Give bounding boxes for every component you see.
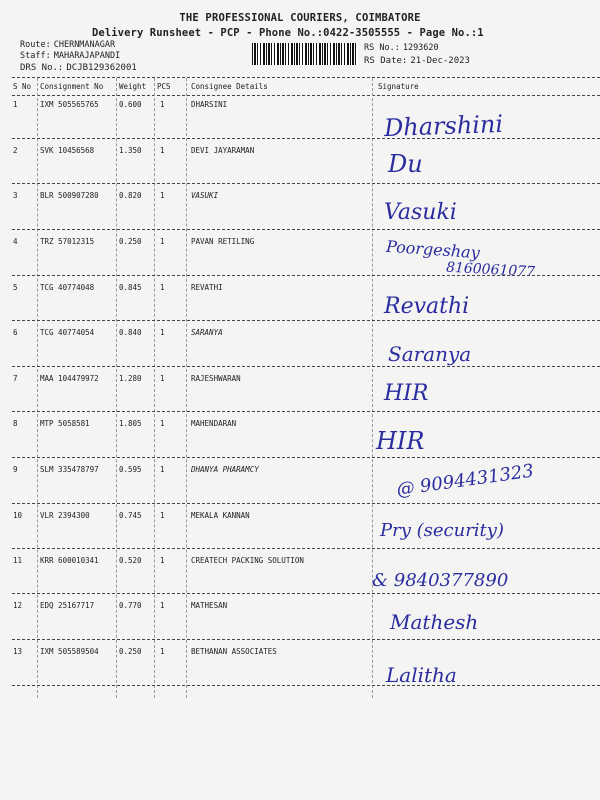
row-weight: 0.250 <box>119 237 142 246</box>
company-title: THE PROFESSIONAL COURIERS, COIMBATORE <box>179 12 421 24</box>
handwritten-signature: Pry (security) <box>380 520 504 541</box>
col-header-pcs: PCS <box>157 82 171 91</box>
handwritten-signature: Lalitha <box>386 663 457 687</box>
row-consignment-no: EDQ 25167717 <box>40 601 95 610</box>
handwritten-signature: Dharshini <box>383 109 504 143</box>
handwritten-signature: Vasuki <box>384 200 457 225</box>
handwritten-signature: HIR <box>384 381 429 406</box>
row-consignee: CREATECH PACKING SOLUTION <box>191 556 304 565</box>
col-header-signature: Signature <box>378 82 419 91</box>
rs-number-field <box>364 43 439 53</box>
row-consignment-no: SLM 335478797 <box>40 465 99 474</box>
handwritten-signature: Poorgeshay <box>385 236 481 263</box>
row-weight: 0.845 <box>119 283 142 292</box>
column-divider <box>154 78 155 698</box>
row-weight: 0.770 <box>119 601 142 610</box>
staff-field <box>20 51 120 61</box>
row-separator <box>12 275 600 276</box>
row-weight: 0.600 <box>119 100 142 109</box>
drs-field <box>20 63 137 73</box>
row-separator <box>12 138 600 139</box>
column-divider <box>372 78 373 698</box>
row-separator <box>12 457 600 458</box>
row-sno: 13 <box>13 647 23 656</box>
handwritten-signature: Du <box>388 150 423 178</box>
row-consignee: REVATHI <box>191 283 223 292</box>
row-separator <box>12 685 600 686</box>
row-consignee: MAHENDARAN <box>191 419 237 428</box>
row-consignee: BETHANAN ASSOCIATES <box>191 647 277 656</box>
row-weight: 1.350 <box>119 146 142 155</box>
row-sno: 9 <box>13 465 18 474</box>
row-consignee: RAJESHWARAN <box>191 374 241 383</box>
row-sno: 10 <box>13 511 23 520</box>
rs-number-label: RS No.: <box>364 43 400 53</box>
row-consignment-no: SVK 10456568 <box>40 146 95 155</box>
row-pcs: 1 <box>160 146 165 155</box>
row-separator <box>12 639 600 640</box>
row-weight: 1.805 <box>119 419 142 428</box>
row-consignee: VASUKI <box>191 191 219 200</box>
row-weight: 0.840 <box>119 328 142 337</box>
handwritten-signature: HIR <box>376 427 425 455</box>
row-separator <box>12 593 600 594</box>
row-sno: 5 <box>13 283 18 292</box>
row-consignment-no: KRR 600010341 <box>40 556 99 565</box>
col-header-sno: S No <box>13 82 32 91</box>
row-consignee: DHARSINI <box>191 100 228 109</box>
rs-number-value: 1293620 <box>402 43 439 53</box>
row-pcs: 1 <box>160 601 165 610</box>
row-consignment-no: TRZ 57012315 <box>40 237 95 246</box>
col-header-consignee: Consignee Details <box>191 82 268 91</box>
route-value: CHERNMANAGAR <box>53 40 116 50</box>
row-weight: 0.745 <box>119 511 142 520</box>
row-sno: 12 <box>13 601 23 610</box>
row-separator <box>12 320 600 321</box>
row-pcs: 1 <box>160 511 165 520</box>
row-sno: 3 <box>13 191 18 200</box>
row-separator <box>12 366 600 367</box>
row-pcs: 1 <box>160 100 165 109</box>
handwritten-phone-note: 8160061077 <box>445 259 536 281</box>
row-consignee: DHANYA PHARAMCY <box>191 465 259 474</box>
row-separator <box>12 229 600 230</box>
row-sno: 8 <box>13 419 18 428</box>
row-consignment-no: TCG 40774054 <box>40 328 95 337</box>
row-separator <box>12 411 600 412</box>
handwritten-signature: @ 9094431323 <box>395 460 536 501</box>
row-weight: 0.250 <box>119 647 142 656</box>
row-weight: 0.595 <box>119 465 142 474</box>
route-label: Route: <box>20 40 51 50</box>
staff-label: Staff: <box>20 51 51 61</box>
row-consignee: PAVAN RETILING <box>191 237 255 246</box>
col-header-weight: Weight <box>119 82 147 91</box>
handwritten-signature: Revathi <box>384 294 470 319</box>
row-pcs: 1 <box>160 328 165 337</box>
rs-date-value: 21-Dec-2023 <box>410 56 470 66</box>
row-weight: 0.520 <box>119 556 142 565</box>
row-sno: 2 <box>13 146 18 155</box>
row-sno: 4 <box>13 237 18 246</box>
row-consignment-no: MTP 5058581 <box>40 419 90 428</box>
row-pcs: 1 <box>160 237 165 246</box>
handwritten-signature: Mathesh <box>390 610 479 634</box>
route-field <box>20 40 115 50</box>
column-divider <box>116 78 117 698</box>
row-pcs: 1 <box>160 465 165 474</box>
row-consignment-no: VLR 2394300 <box>40 511 90 520</box>
drs-value: DCJB129362001 <box>66 63 137 73</box>
column-divider <box>37 78 38 698</box>
row-consignment-no: IXM 505589504 <box>40 647 99 656</box>
row-sno: 7 <box>13 374 18 383</box>
row-sno: 6 <box>13 328 18 337</box>
barcode <box>252 43 358 65</box>
col-header-consignment: Consignment No <box>40 82 104 91</box>
handwritten-signature: Saranya <box>388 342 472 366</box>
row-consignment-no: TCG 40774048 <box>40 283 95 292</box>
row-separator <box>12 503 600 504</box>
row-separator <box>12 548 600 549</box>
row-consignment-no: BLR 500907280 <box>40 191 99 200</box>
handwritten-signature: & 9840377890 <box>372 570 509 591</box>
header-bottom-rule <box>12 95 600 96</box>
row-consignee: MATHESAN <box>191 601 228 610</box>
rs-date-label: RS Date: <box>364 56 408 66</box>
drs-label: DRS No.: <box>20 63 64 73</box>
row-consignment-no: MAA 104479972 <box>40 374 99 383</box>
row-pcs: 1 <box>160 191 165 200</box>
row-consignment-no: IXM 505565765 <box>40 100 99 109</box>
runsheet-subtitle: Delivery Runsheet - PCP - Phone No.:0422-3505555 - Page No.:1 <box>92 27 484 39</box>
rs-date-field <box>364 56 470 66</box>
row-sno: 1 <box>13 100 18 109</box>
row-pcs: 1 <box>160 647 165 656</box>
row-weight: 1.280 <box>119 374 142 383</box>
row-consignee: SARANYA <box>191 328 223 337</box>
header-top-rule <box>12 77 600 78</box>
row-separator <box>12 183 600 184</box>
column-divider <box>186 78 187 698</box>
row-pcs: 1 <box>160 374 165 383</box>
row-sno: 11 <box>13 556 23 565</box>
row-consignee: DEVI JAYARAMAN <box>191 146 255 155</box>
row-pcs: 1 <box>160 419 165 428</box>
row-pcs: 1 <box>160 556 165 565</box>
row-pcs: 1 <box>160 283 165 292</box>
row-consignee: MEKALA KANNAN <box>191 511 250 520</box>
row-weight: 0.820 <box>119 191 142 200</box>
staff-value: MAHARAJAPANDI <box>53 51 121 61</box>
